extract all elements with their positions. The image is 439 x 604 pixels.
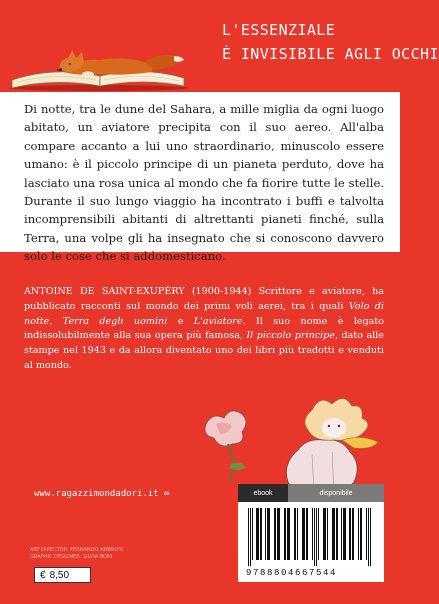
swirl-icon: ∞ [164,489,170,499]
currency-symbol: € [40,569,46,581]
tagline-line-2: È INVISIBILE AGLI OCCHI [222,45,439,63]
bio-part-3: , dato alle stampe nel 1943 e da allora diventato uno dei libri più tradotti e venduti al mondo. [24,330,384,371]
art-director-credit: ART DIRECTOR: FERNANDO AMBROSI [30,547,124,553]
barcode-bar [370,508,371,566]
bio-part-2: . Il suo nome è legato indissolubilmente alla sua opera più famosa, [24,315,384,342]
price-value: 8,50 [49,569,70,581]
ebook-status: disponibile [288,484,384,502]
ebook-label: ebook [238,484,288,502]
barcode-bar [267,508,270,560]
barcode-bar [314,508,315,566]
work-title: Il piccolo principe [246,330,335,342]
open-book-with-fox-illustration [4,36,204,92]
barcode-bar [287,508,290,560]
barcode-bar [336,508,338,560]
barcode-panel [238,484,384,582]
barcode-bar [294,508,296,560]
isbn-barcode [246,508,376,566]
publisher-website[interactable]: www.ragazzimondadori.it ∞ [34,489,170,499]
barcode-bar [358,508,359,560]
ebook-availability [238,484,384,502]
barcode-bar [265,508,266,560]
author-years: (1900-1944) [191,286,252,297]
barcode-bar [284,508,286,560]
barcode-bar [297,508,298,560]
barcode-bar [352,508,354,560]
barcode-bar [343,508,346,560]
author-name: ANTOINE DE SAINT-EXUPÉRY [24,286,185,297]
design-credits [30,547,180,561]
barcode-bar [332,508,335,560]
work-title: Terra degli uomini [62,315,168,327]
barcode-bar [360,508,362,560]
work-title: Volo di notte [24,300,384,327]
barcode-bar [316,508,317,566]
graphic-designer-credit: GRAPHIC DESIGNER: SILVIA BONI [30,554,113,560]
tagline-line-1: L'ESSENZIALE [222,21,336,39]
barcode-bar [256,508,259,560]
barcode-bar [252,508,253,560]
barcode-bar [250,508,251,566]
barcode-bar [277,508,280,560]
separator: , [49,315,53,327]
barcode-bar [312,508,313,560]
tagline [222,18,439,66]
barcode-bar [349,508,351,560]
barcode-bar [318,508,319,560]
bio-part-1: Scrittore e aviatore, ha pubblicato racconti sul mondo dei primi voli aerei, tra i quali [24,286,384,312]
price-tag [34,567,91,583]
barcode-bar [248,508,249,566]
synopsis-panel [0,92,400,264]
barcode-bar [366,508,367,560]
separator: e [177,315,184,327]
barcode-bar [302,508,305,560]
barcode-bar [327,508,328,560]
barcode-bar [323,508,326,560]
synopsis-text: Di notte, tra le dune del Sahara, a mille miglia da ogni luogo abitato, un aviatore precipita con il suo aereo. All'alba compare accanto a lui uno straordinario, minuscolo essere umano: è il piccolo principe di un pianeta perduto, dove ha lasciato una rosa unica al mondo che fa fiorire tutte le stelle. Durante il suo lungo viaggio ha incontrato i buffi e talvolta incomprensibili abitanti di altrettanti pianeti finché, sulla Terra, una volpe gli ha insegnato che si conoscono davvero solo le cose che si addomesticano. [24,102,384,264]
work-title: L'aviatore [193,315,243,327]
barcode-bar [368,508,369,566]
barcode-bar [274,508,276,560]
barcode-bar [306,508,308,560]
isbn-number: 9788804667544 [246,568,338,578]
author-bio [24,285,384,374]
barcode-bar [341,508,342,560]
top-banner [0,0,439,92]
barcode-bar [260,508,262,560]
